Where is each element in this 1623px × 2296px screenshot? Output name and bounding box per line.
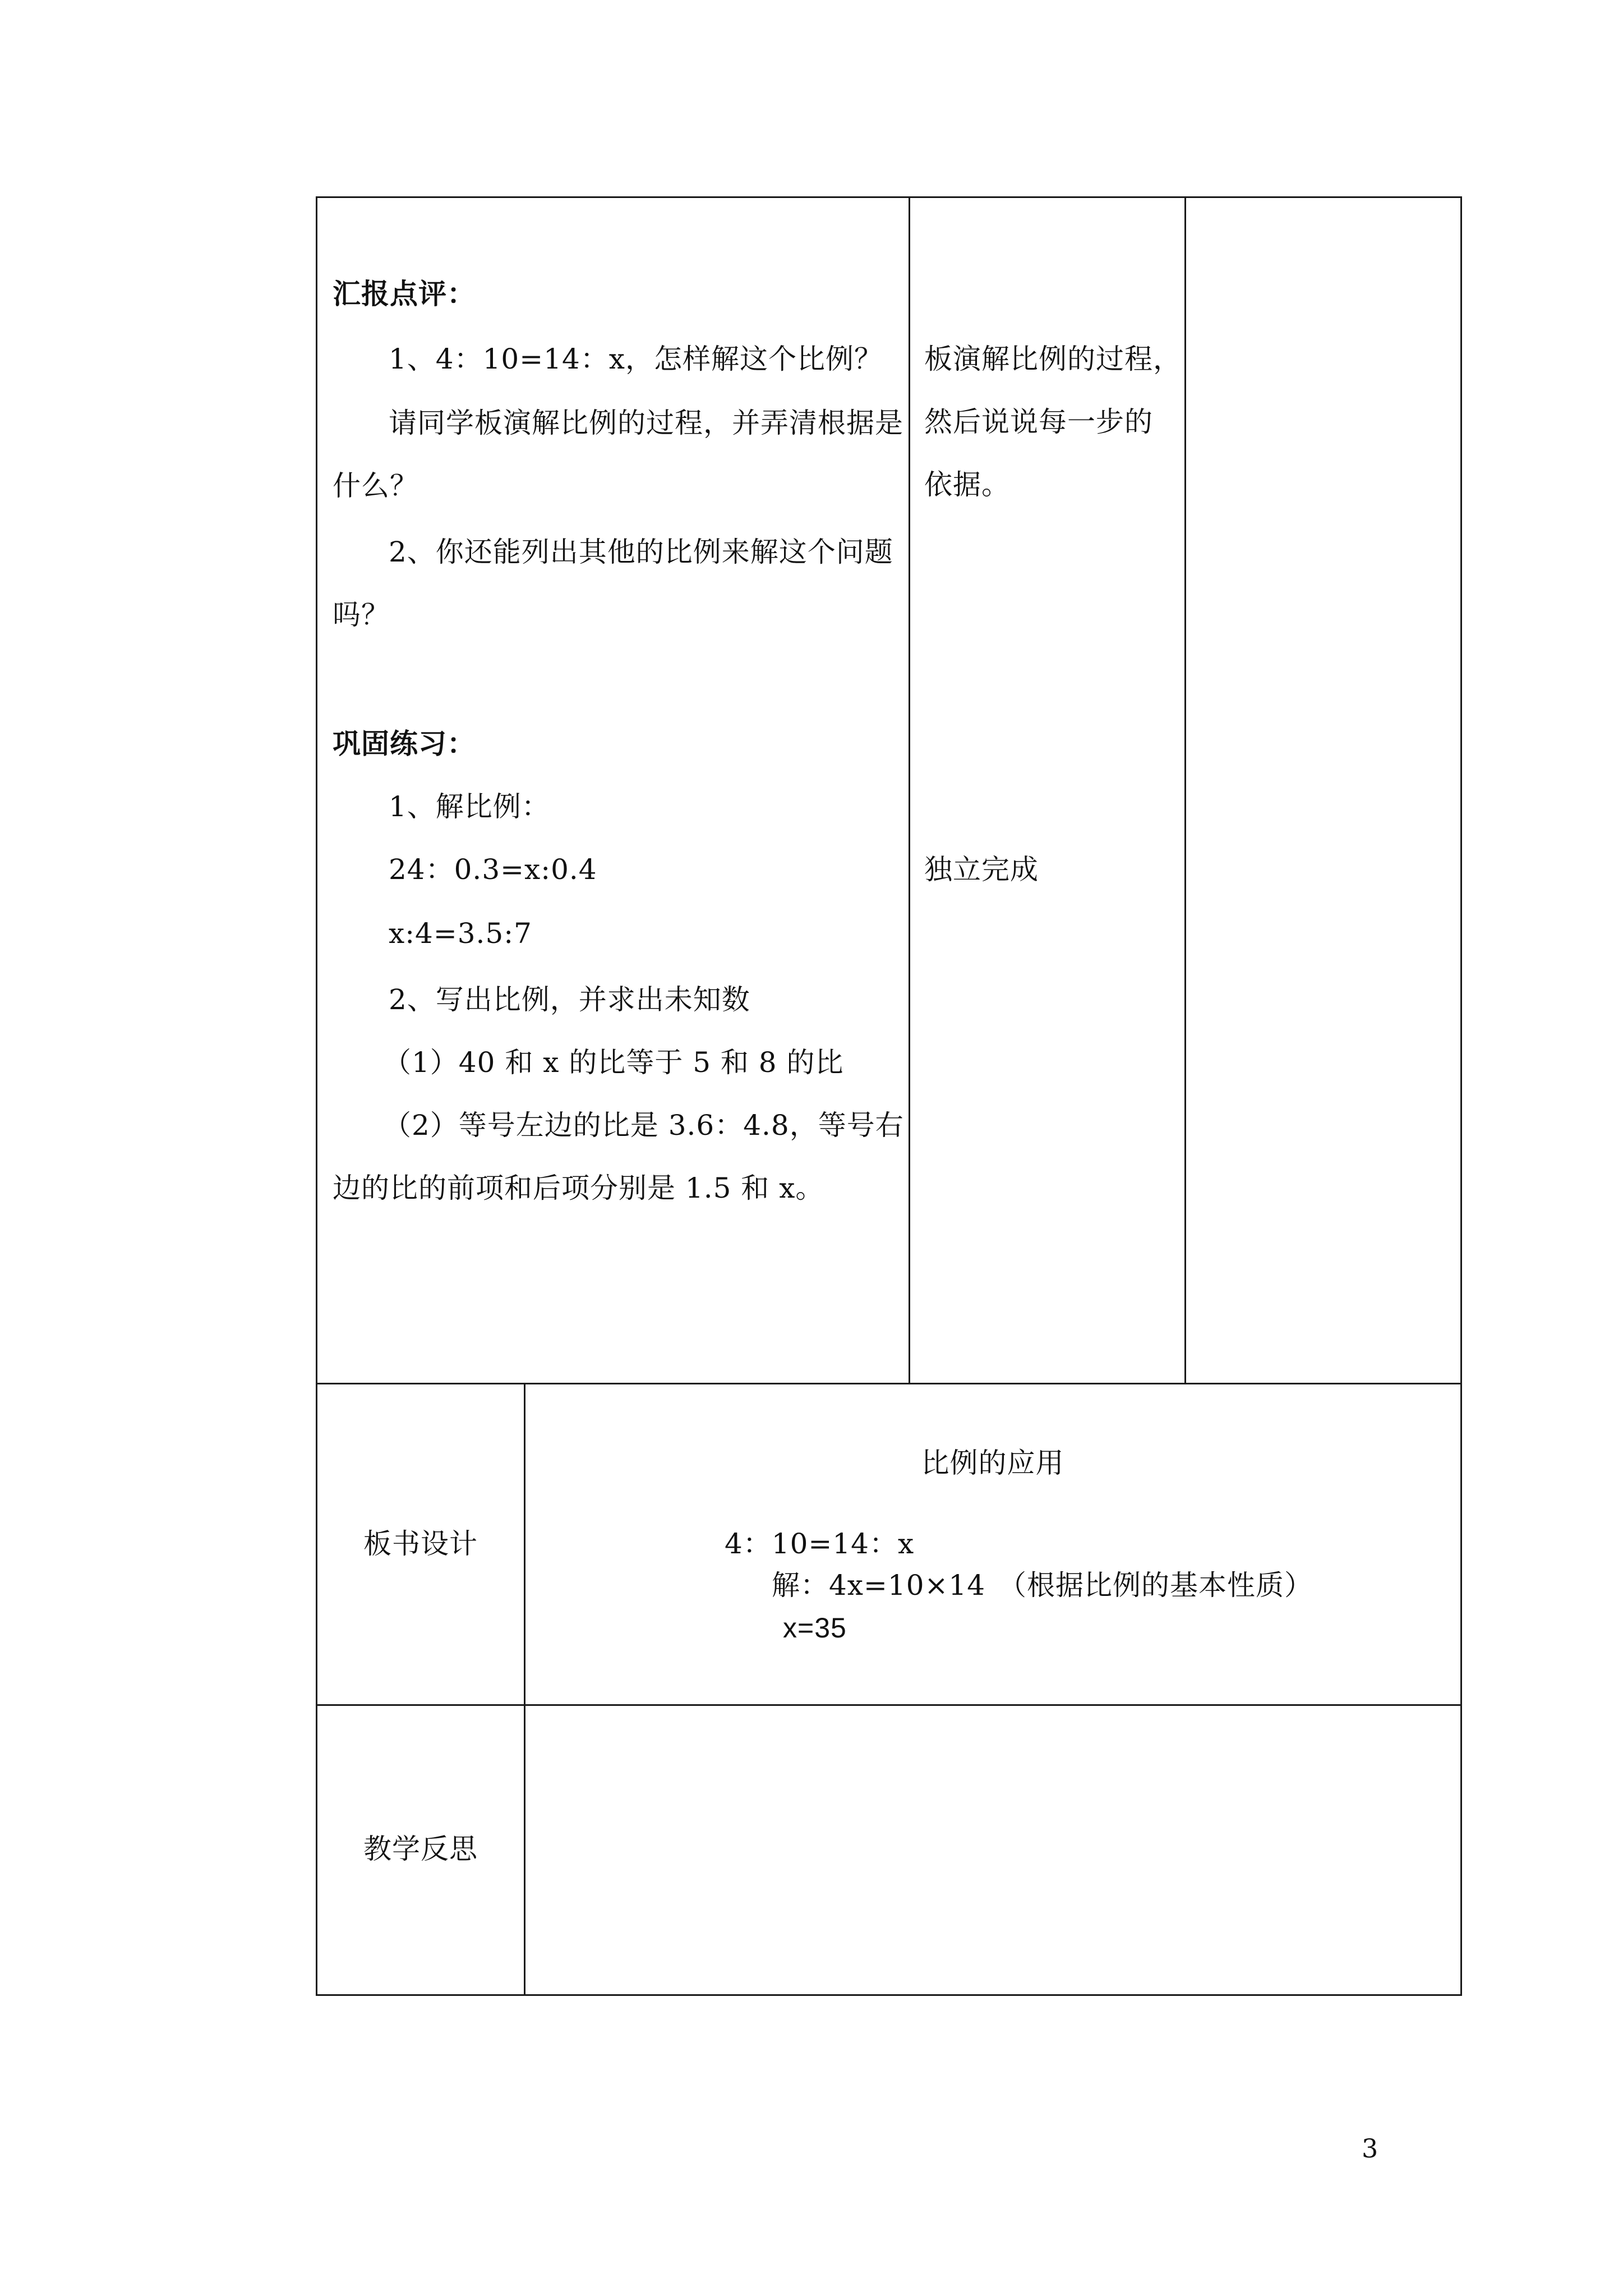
practice-1: 1、解比例： xyxy=(389,790,550,823)
practice-1-b: x:4=3.5:7 xyxy=(389,917,532,950)
column-divider-content xyxy=(909,196,910,1384)
activity-line3: 依据。 xyxy=(924,468,1010,501)
board-design-basis: （根据比例的基本性质） xyxy=(998,1569,1313,1602)
practice-2: 2、写出比例，并求出未知数 xyxy=(389,983,750,1016)
column-divider-activity xyxy=(1184,196,1186,1384)
board-design-label: 板书设计 xyxy=(363,1527,478,1560)
practice-activity: 独立完成 xyxy=(924,853,1039,886)
practice-2-item-2-line1: （2）等号左边的比是 3.6：4.8，等号右 xyxy=(383,1109,904,1142)
question-2-line1: 2、你还能列出其他的比例来解这个问题 xyxy=(389,536,893,568)
practice-2-item-2-line2: 边的比的前项和后项分别是 1.5 和 x。 xyxy=(333,1172,824,1204)
table-right-border xyxy=(1460,196,1462,1996)
activity-line2: 然后说说每一步的 xyxy=(924,406,1153,438)
column-divider-label xyxy=(524,1383,525,1996)
table-top-border xyxy=(316,196,1462,198)
question-1: 1、4：10=14：x，怎样解这个比例？ xyxy=(389,343,883,375)
report-heading: 汇报点评： xyxy=(333,277,476,310)
board-design-solve: 解：4x=10×14 xyxy=(772,1569,986,1602)
practice-2-item-1: （1）40 和 x 的比等于 5 和 8 的比 xyxy=(383,1046,844,1079)
question-1-detail-line2: 什么？ xyxy=(333,470,418,502)
question-1-detail-line1: 请同学板演解比例的过程，并弄清根据是 xyxy=(389,407,903,439)
row-divider-2 xyxy=(316,1704,1462,1706)
question-2-line2: 吗？ xyxy=(333,599,390,631)
board-design-equation: 4：10=14：x xyxy=(725,1527,915,1560)
practice-1-a: 24：0.3=x:0.4 xyxy=(389,853,597,886)
practice-heading: 巩固练习： xyxy=(333,727,476,760)
board-design-title: 比例的应用 xyxy=(921,1447,1064,1479)
reflection-label: 教学反思 xyxy=(363,1833,478,1865)
board-design-result: x=35 xyxy=(783,1612,847,1644)
table-bottom-border xyxy=(316,1994,1462,1996)
activity-line1: 板演解比例的过程， xyxy=(924,343,1182,375)
table-left-border xyxy=(316,196,317,1996)
page-number: 3 xyxy=(1362,2133,1379,2164)
row-divider-1 xyxy=(316,1383,1462,1384)
